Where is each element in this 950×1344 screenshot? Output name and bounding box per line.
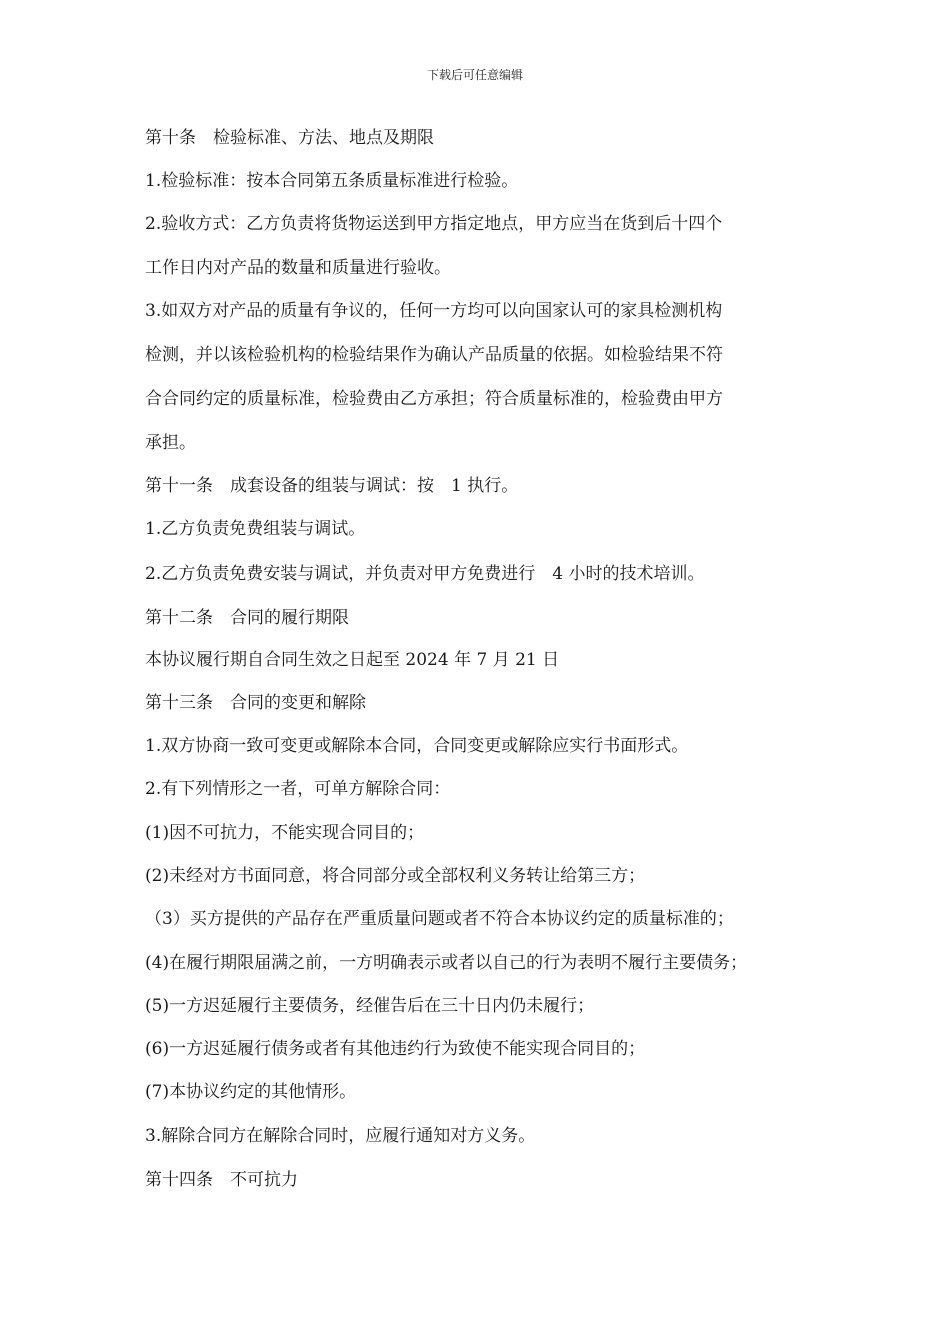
paragraph-line: 2.验收方式：乙方负责将货物运送到甲方指定地点，甲方应当在货到后十四个 (145, 214, 723, 234)
list-item: (4)在履行期限届满之前，一方明确表示或者以自己的行为表明不履行主要债务； (145, 953, 748, 973)
list-item: （3）买方提供的产品存在严重质量问题或者不符合本协议约定的质量标准的； (145, 909, 734, 929)
page-header: 下载后可任意编辑 (426, 68, 523, 82)
paragraph-line: 工作日内对产品的数量和质量进行验收。 (145, 258, 451, 278)
article-12-heading: 第十二条 合同的履行期限 (145, 608, 349, 628)
article-10-heading: 第十条 检验标准、方法、地点及期限 (145, 128, 434, 148)
list-item: (7)本协议约定的其他情形。 (145, 1082, 357, 1102)
article-13-heading: 第十三条 合同的变更和解除 (145, 693, 366, 713)
paragraph-line: 检测，并以该检验机构的检验结果作为确认产品质量的依据。如检验结果不符 (145, 345, 723, 365)
paragraph-line: 3.如双方对产品的质量有争议的，任何一方均可以向国家认可的家具检测机构 (145, 301, 723, 321)
article-14-heading: 第十四条 不可抗力 (145, 1170, 298, 1190)
list-item: (2)未经对方书面同意，将合同部分或全部权利义务转让给第三方； (145, 866, 646, 886)
paragraph-line: 2.有下列情形之一者，可单方解除合同： (145, 779, 451, 799)
list-item: (5)一方迟延履行主要债务，经催告后在三十日内仍未履行； (145, 996, 595, 1016)
paragraph-line: 1.检验标准：按本合同第五条质量标准进行检验。 (145, 171, 519, 191)
article-11-heading: 第十一条 成套设备的组装与调试：按 1 执行。 (145, 476, 519, 496)
list-item: (1)因不可抗力，不能实现合同目的； (145, 823, 425, 843)
list-item: (6)一方迟延履行债务或者有其他违约行为致使不能实现合同目的； (145, 1039, 646, 1059)
paragraph-line: 本协议履行期自合同生效之日起至 2024 年 7 月 21 日 (145, 650, 560, 670)
paragraph-line: 1.双方协商一致可变更或解除本合同，合同变更或解除应实行书面形式。 (145, 736, 689, 756)
paragraph-line: 2.乙方负责免费安装与调试，并负责对甲方免费进行 4 小时的技术培训。 (145, 564, 705, 584)
paragraph-line: 1.乙方负责免费组装与调试。 (145, 519, 366, 539)
paragraph-line: 合合同约定的质量标准，检验费由乙方承担；符合质量标准的，检验费由甲方 (145, 389, 723, 409)
paragraph-line: 承担。 (145, 433, 196, 453)
paragraph-line: 3.解除合同方在解除合同时，应履行通知对方义务。 (145, 1126, 536, 1146)
